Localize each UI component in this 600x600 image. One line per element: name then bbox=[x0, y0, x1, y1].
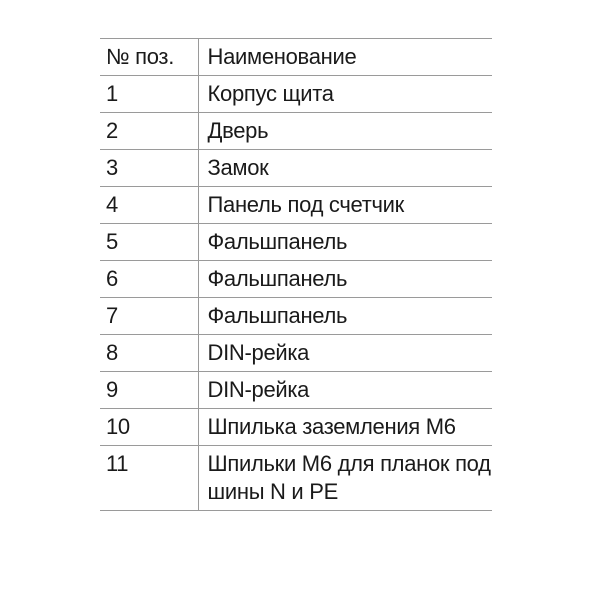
table-row bbox=[100, 372, 492, 409]
table-row bbox=[100, 261, 492, 298]
row-position-number: 4 bbox=[100, 187, 198, 224]
row-position-number: 7 bbox=[100, 298, 198, 335]
header-item-name: Наименование bbox=[198, 39, 492, 76]
row-item-name: DIN-рейка bbox=[198, 335, 492, 372]
row-position-number: 10 bbox=[100, 409, 198, 446]
table-row bbox=[100, 446, 492, 511]
table-row bbox=[100, 150, 492, 187]
parts-table-container bbox=[100, 38, 492, 511]
row-item-name: Фальшпанель bbox=[198, 261, 492, 298]
row-item-name: Панель под счетчик bbox=[198, 187, 492, 224]
row-position-number: 2 bbox=[100, 113, 198, 150]
row-position-number: 8 bbox=[100, 335, 198, 372]
row-position-number: 9 bbox=[100, 372, 198, 409]
header-position-number: № поз. bbox=[100, 39, 198, 76]
table-row bbox=[100, 409, 492, 446]
parts-table bbox=[100, 38, 492, 511]
table-row bbox=[100, 113, 492, 150]
row-item-name: Шпильки М6 для планок под шины N и PE bbox=[198, 446, 492, 511]
row-item-name: Дверь bbox=[198, 113, 492, 150]
row-position-number: 11 bbox=[100, 446, 198, 511]
row-position-number: 6 bbox=[100, 261, 198, 298]
row-position-number: 5 bbox=[100, 224, 198, 261]
table-row bbox=[100, 298, 492, 335]
table-row bbox=[100, 224, 492, 261]
table-row bbox=[100, 187, 492, 224]
row-item-name: Корпус щита bbox=[198, 76, 492, 113]
row-item-name: Шпилька заземления М6 bbox=[198, 409, 492, 446]
table-row bbox=[100, 335, 492, 372]
table-row bbox=[100, 76, 492, 113]
row-item-name: Замок bbox=[198, 150, 492, 187]
row-item-name: DIN-рейка bbox=[198, 372, 492, 409]
row-position-number: 3 bbox=[100, 150, 198, 187]
row-item-name: Фальшпанель bbox=[198, 224, 492, 261]
table-header-row bbox=[100, 39, 492, 76]
row-position-number: 1 bbox=[100, 76, 198, 113]
row-item-name: Фальшпанель bbox=[198, 298, 492, 335]
